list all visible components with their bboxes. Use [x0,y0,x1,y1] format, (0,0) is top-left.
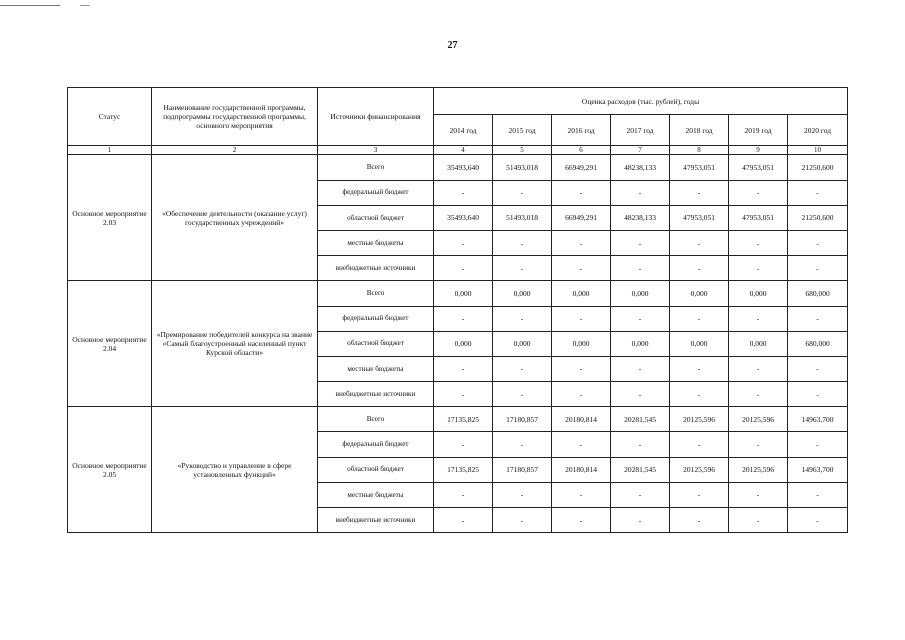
page-number: 27 [447,40,458,51]
funding-source-cell: областной бюджет [318,331,434,356]
value-cell: - [611,256,670,281]
value-cell: - [434,508,493,533]
value-cell: 0,000 [670,281,729,306]
value-cell: 20180,814 [552,457,611,482]
header-year: 2015 год [493,115,552,146]
column-number: 6 [552,146,611,155]
funding-source-cell: федеральный бюджет [318,432,434,457]
value-cell: 20281,545 [611,457,670,482]
value-cell: - [670,256,729,281]
funding-source-cell: местные бюджеты [318,230,434,255]
value-cell: - [670,230,729,255]
value-cell: - [788,180,848,205]
value-cell: - [729,508,788,533]
value-cell: 20125,596 [729,457,788,482]
header-year: 2017 год [611,115,670,146]
value-cell: - [788,356,848,381]
value-cell: - [434,482,493,507]
value-cell: - [493,230,552,255]
value-cell: - [729,356,788,381]
value-cell: - [611,382,670,407]
header-year: 2014 год [434,115,493,146]
funding-source-cell: Всего [318,281,434,306]
value-cell: 680,000 [788,331,848,356]
value-cell: 48238,133 [611,155,670,180]
table-row [68,407,848,432]
value-cell: 0,000 [611,281,670,306]
value-cell: - [729,230,788,255]
value-cell: 0,000 [493,331,552,356]
value-cell: 0,000 [434,331,493,356]
funding-source-cell: Всего [318,155,434,180]
value-cell: 66949,291 [552,205,611,230]
header-year: 2016 год [552,115,611,146]
value-cell: - [729,180,788,205]
value-cell: - [434,356,493,381]
value-cell: 66949,291 [552,155,611,180]
value-cell: - [670,180,729,205]
funding-source-cell: местные бюджеты [318,356,434,381]
value-cell: - [552,356,611,381]
value-cell: - [729,432,788,457]
header-expenses: Оценка расходов (тыс. рублей), годы [434,88,848,115]
value-cell: 20180,814 [552,407,611,432]
funding-source-cell: федеральный бюджет [318,306,434,331]
value-cell: 35493,640 [434,205,493,230]
value-cell: 51493,018 [493,205,552,230]
value-cell: 20125,596 [670,407,729,432]
value-cell: - [434,382,493,407]
value-cell: - [611,356,670,381]
value-cell: - [611,482,670,507]
column-number: 8 [670,146,729,155]
value-cell: - [670,432,729,457]
header-year: 2020 год [788,115,848,146]
program-name-cell: «Руководство и управление в сфере установленных функций» [152,407,318,533]
funding-source-cell: областной бюджет [318,457,434,482]
value-cell: - [670,306,729,331]
value-cell: - [552,482,611,507]
value-cell: - [729,306,788,331]
value-cell: - [493,508,552,533]
value-cell: 0,000 [670,331,729,356]
value-cell: 20125,596 [729,407,788,432]
value-cell: - [493,382,552,407]
header-status: Статус [68,88,152,146]
value-cell: - [670,508,729,533]
value-cell: - [493,256,552,281]
column-number: 3 [318,146,434,155]
value-cell: - [729,256,788,281]
value-cell: 20125,596 [670,457,729,482]
header-row [68,88,848,115]
value-cell: - [788,432,848,457]
value-cell: - [552,432,611,457]
value-cell: 0,000 [729,331,788,356]
value-cell: - [788,230,848,255]
value-cell: - [611,230,670,255]
header-source: Источники финансирования [318,88,434,146]
column-number: 7 [611,146,670,155]
funding-source-cell: федеральный бюджет [318,180,434,205]
value-cell: - [729,482,788,507]
funding-source-cell: областной бюджет [318,205,434,230]
funding-source-cell: внебюджетные источники [318,508,434,533]
value-cell: - [493,356,552,381]
value-cell: - [611,508,670,533]
value-cell: - [611,432,670,457]
value-cell: - [552,230,611,255]
value-cell: 21250,600 [788,205,848,230]
value-cell: 47953,051 [729,155,788,180]
table-row [68,281,848,306]
value-cell: - [434,230,493,255]
column-number: 5 [493,146,552,155]
funding-source-cell: местные бюджеты [318,482,434,507]
value-cell: 48238,133 [611,205,670,230]
value-cell: 17135,825 [434,457,493,482]
value-cell: 0,000 [729,281,788,306]
value-cell: - [611,306,670,331]
status-cell: Основное мероприятие 2.03 [68,155,152,281]
value-cell: - [434,256,493,281]
value-cell: - [670,356,729,381]
value-cell: 47953,051 [729,205,788,230]
budget-table [67,87,848,533]
value-cell: 20281,545 [611,407,670,432]
value-cell: - [493,306,552,331]
value-cell: - [788,382,848,407]
value-cell: 0,000 [434,281,493,306]
header-year: 2018 год [670,115,729,146]
value-cell: - [788,508,848,533]
value-cell: 47953,051 [670,205,729,230]
header-name: Наименование государственной программы, подпрограммы государственной программы, основного мероприятия [152,88,318,146]
column-number: 1 [68,146,152,155]
scan-edge-mark [80,5,90,6]
value-cell: - [670,482,729,507]
value-cell: - [552,508,611,533]
value-cell: 14963,700 [788,407,848,432]
funding-source-cell: внебюджетные источники [318,256,434,281]
value-cell: 0,000 [552,281,611,306]
program-name-cell: «Премирование победителей конкурса на звание «Самый благоустроенный населенный пункт Курской области» [152,281,318,407]
column-number: 9 [729,146,788,155]
value-cell: 47953,051 [670,155,729,180]
value-cell: - [788,256,848,281]
value-cell: 0,000 [611,331,670,356]
value-cell: - [729,382,788,407]
value-cell: - [670,382,729,407]
value-cell: - [434,432,493,457]
funding-source-cell: внебюджетные источники [318,382,434,407]
value-cell: - [611,180,670,205]
value-cell: 680,000 [788,281,848,306]
value-cell: 17180,857 [493,407,552,432]
funding-source-cell: Всего [318,407,434,432]
status-cell: Основное мероприятие 2.04 [68,281,152,407]
value-cell: 51493,018 [493,155,552,180]
column-number: 4 [434,146,493,155]
value-cell: - [552,306,611,331]
value-cell: 21250,600 [788,155,848,180]
value-cell: - [552,382,611,407]
value-cell: 35493,640 [434,155,493,180]
value-cell: - [788,482,848,507]
value-cell: - [788,306,848,331]
value-cell: - [493,482,552,507]
value-cell: 17180,857 [493,457,552,482]
table-row [68,155,848,180]
value-cell: - [552,256,611,281]
value-cell: 0,000 [493,281,552,306]
status-cell: Основное мероприятие 2.05 [68,407,152,533]
program-name-cell: «Обеспечение деятельности (оказание услуг) государственных учреждений» [152,155,318,281]
value-cell: - [434,180,493,205]
value-cell: - [493,432,552,457]
column-number: 10 [788,146,848,155]
column-number-row [68,146,848,155]
value-cell: - [434,306,493,331]
column-number: 2 [152,146,318,155]
value-cell: 17135,825 [434,407,493,432]
scan-edge-line [0,5,60,6]
value-cell: 14963,700 [788,457,848,482]
header-year: 2019 год [729,115,788,146]
value-cell: 0,000 [552,331,611,356]
value-cell: - [552,180,611,205]
value-cell: - [493,180,552,205]
